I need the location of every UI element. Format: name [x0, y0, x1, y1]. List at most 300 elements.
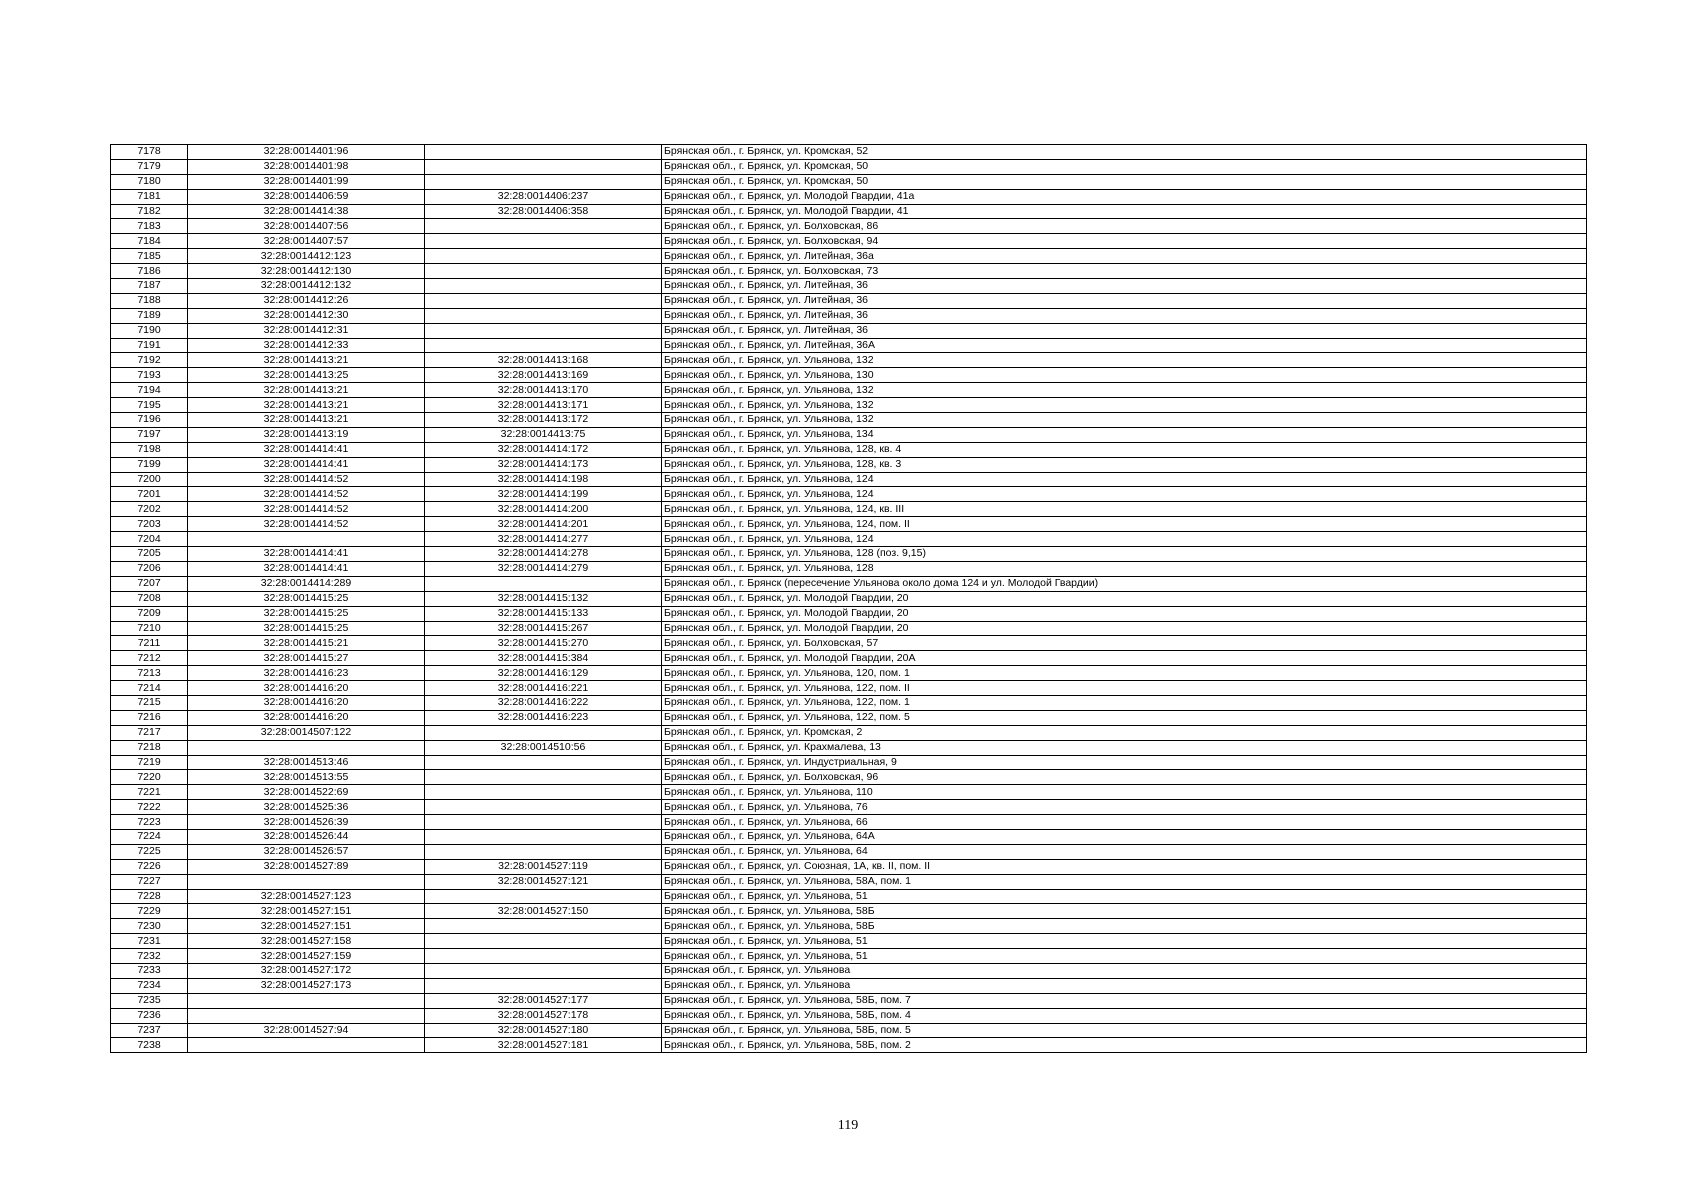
- address-cell: Брянская обл., г. Брянск, ул. Ульянова, 128: [662, 561, 1587, 576]
- building-cadastral-number-cell: 32:28:0014527:178: [425, 1008, 662, 1023]
- address-cell: Брянская обл., г. Брянск, ул. Литейная, 36: [662, 293, 1587, 308]
- land-cadastral-number-cell: 32:28:0014416:23: [188, 666, 425, 681]
- table-row: [111, 398, 1587, 413]
- building-cadastral-number-cell: [425, 785, 662, 800]
- land-cadastral-number-cell: [188, 874, 425, 889]
- table-row: [111, 993, 1587, 1008]
- address-cell: Брянская обл., г. Брянск, ул. Молодой Гвардии, 41: [662, 204, 1587, 219]
- land-cadastral-number-cell: 32:28:0014527:94: [188, 1023, 425, 1038]
- table-row: [111, 264, 1587, 279]
- building-cadastral-number-cell: 32:28:0014413:172: [425, 413, 662, 428]
- row-number-cell: 7218: [111, 740, 188, 755]
- land-cadastral-number-cell: 32:28:0014415:21: [188, 636, 425, 651]
- address-cell: Брянская обл., г. Брянск, ул. Молодой Гвардии, 20: [662, 591, 1587, 606]
- table-row: [111, 487, 1587, 502]
- building-cadastral-number-cell: 32:28:0014527:180: [425, 1023, 662, 1038]
- building-cadastral-number-cell: [425, 159, 662, 174]
- table-row: [111, 695, 1587, 710]
- table-row: [111, 279, 1587, 294]
- building-cadastral-number-cell: 32:28:0014527:121: [425, 874, 662, 889]
- row-number-cell: 7207: [111, 576, 188, 591]
- land-cadastral-number-cell: 32:28:0014416:20: [188, 710, 425, 725]
- land-cadastral-number-cell: 32:28:0014513:46: [188, 755, 425, 770]
- building-cadastral-number-cell: 32:28:0014527:177: [425, 993, 662, 1008]
- table-row: [111, 636, 1587, 651]
- address-cell: Брянская обл., г. Брянск, ул. Ульянова, 128, кв. 4: [662, 442, 1587, 457]
- address-cell: Брянская обл., г. Брянск, ул. Ульянова, 128, кв. 3: [662, 457, 1587, 472]
- land-cadastral-number-cell: 32:28:0014415:27: [188, 651, 425, 666]
- building-cadastral-number-cell: [425, 889, 662, 904]
- building-cadastral-number-cell: 32:28:0014527:181: [425, 1038, 662, 1053]
- land-cadastral-number-cell: 32:28:0014412:26: [188, 293, 425, 308]
- table-row: [111, 621, 1587, 636]
- land-cadastral-number-cell: 32:28:0014415:25: [188, 606, 425, 621]
- address-cell: Брянская обл., г. Брянск, ул. Ульянова, 51: [662, 889, 1587, 904]
- address-cell: Брянская обл., г. Брянск, ул. Ульянова: [662, 963, 1587, 978]
- row-number-cell: 7192: [111, 353, 188, 368]
- row-number-cell: 7203: [111, 517, 188, 532]
- table-row: [111, 517, 1587, 532]
- address-cell: Брянская обл., г. Брянск, ул. Болховская, 57: [662, 636, 1587, 651]
- building-cadastral-number-cell: 32:28:0014414:172: [425, 442, 662, 457]
- building-cadastral-number-cell: [425, 174, 662, 189]
- table-row: [111, 472, 1587, 487]
- address-cell: Брянская обл., г. Брянск, ул. Литейная, 36: [662, 279, 1587, 294]
- building-cadastral-number-cell: [425, 234, 662, 249]
- address-cell: Брянская обл., г. Брянск, ул. Ульянова, 122, пом. II: [662, 681, 1587, 696]
- address-cell: Брянская обл., г. Брянск, ул. Молодой Гвардии, 20: [662, 606, 1587, 621]
- table-row: [111, 427, 1587, 442]
- table-row: [111, 323, 1587, 338]
- land-cadastral-number-cell: 32:28:0014401:99: [188, 174, 425, 189]
- land-cadastral-number-cell: 32:28:0014415:25: [188, 591, 425, 606]
- table-row: [111, 1023, 1587, 1038]
- land-cadastral-number-cell: 32:28:0014527:123: [188, 889, 425, 904]
- row-number-cell: 7199: [111, 457, 188, 472]
- address-cell: Брянская обл., г. Брянск, ул. Ульянова, 132: [662, 353, 1587, 368]
- table-row: [111, 353, 1587, 368]
- table-row: [111, 293, 1587, 308]
- row-number-cell: 7187: [111, 279, 188, 294]
- address-cell: Брянская обл., г. Брянск, ул. Ульянова, 132: [662, 383, 1587, 398]
- land-cadastral-number-cell: 32:28:0014526:39: [188, 815, 425, 830]
- table-row: [111, 800, 1587, 815]
- table-row: [111, 308, 1587, 323]
- address-cell: Брянская обл., г. Брянск, ул. Литейная, 36: [662, 323, 1587, 338]
- address-cell: Брянская обл., г. Брянск, ул. Ульянова, 128 (поз. 9,15): [662, 547, 1587, 562]
- table-row: [111, 457, 1587, 472]
- land-cadastral-number-cell: 32:28:0014414:41: [188, 547, 425, 562]
- land-cadastral-number-cell: 32:28:0014526:57: [188, 844, 425, 859]
- table-row: [111, 413, 1587, 428]
- address-cell: Брянская обл., г. Брянск, ул. Кромская, 50: [662, 159, 1587, 174]
- land-cadastral-number-cell: 32:28:0014414:41: [188, 457, 425, 472]
- row-number-cell: 7201: [111, 487, 188, 502]
- row-number-cell: 7226: [111, 859, 188, 874]
- address-cell: Брянская обл., г. Брянск, ул. Ульянова, 64А: [662, 829, 1587, 844]
- row-number-cell: 7193: [111, 368, 188, 383]
- row-number-cell: 7215: [111, 695, 188, 710]
- land-cadastral-number-cell: 32:28:0014414:38: [188, 204, 425, 219]
- table-row: [111, 174, 1587, 189]
- address-cell: Брянская обл., г. Брянск, ул. Ульянова, 58Б, пом. 5: [662, 1023, 1587, 1038]
- address-cell: Брянская обл., г. Брянск, ул. Ульянова, 132: [662, 398, 1587, 413]
- address-cell: Брянская обл., г. Брянск, ул. Ульянова, 130: [662, 368, 1587, 383]
- building-cadastral-number-cell: 32:28:0014510:56: [425, 740, 662, 755]
- registry-table-body: [111, 145, 1587, 1053]
- table-row: [111, 1038, 1587, 1053]
- address-cell: Брянская обл., г. Брянск, ул. Болховская, 94: [662, 234, 1587, 249]
- table-row: [111, 249, 1587, 264]
- table-row: [111, 740, 1587, 755]
- land-cadastral-number-cell: 32:28:0014407:57: [188, 234, 425, 249]
- building-cadastral-number-cell: [425, 219, 662, 234]
- land-cadastral-number-cell: 32:28:0014527:173: [188, 978, 425, 993]
- row-number-cell: 7178: [111, 145, 188, 160]
- building-cadastral-number-cell: [425, 978, 662, 993]
- building-cadastral-number-cell: 32:28:0014415:133: [425, 606, 662, 621]
- address-cell: Брянская обл., г. Брянск, ул. Литейная, 36А: [662, 338, 1587, 353]
- land-cadastral-number-cell: 32:28:0014416:20: [188, 695, 425, 710]
- land-cadastral-number-cell: 32:28:0014526:44: [188, 829, 425, 844]
- table-row: [111, 859, 1587, 874]
- row-number-cell: 7190: [111, 323, 188, 338]
- land-cadastral-number-cell: 32:28:0014522:69: [188, 785, 425, 800]
- building-cadastral-number-cell: 32:28:0014414:201: [425, 517, 662, 532]
- registry-table: [110, 144, 1587, 1053]
- land-cadastral-number-cell: 32:28:0014412:130: [188, 264, 425, 279]
- address-cell: Брянская обл., г. Брянск, ул. Болховская, 73: [662, 264, 1587, 279]
- row-number-cell: 7183: [111, 219, 188, 234]
- land-cadastral-number-cell: 32:28:0014513:55: [188, 770, 425, 785]
- address-cell: Брянская обл., г. Брянск, ул. Ульянова, 122, пом. 1: [662, 695, 1587, 710]
- address-cell: Брянская обл., г. Брянск, ул. Ульянова, 122, пом. 5: [662, 710, 1587, 725]
- row-number-cell: 7180: [111, 174, 188, 189]
- land-cadastral-number-cell: [188, 1038, 425, 1053]
- building-cadastral-number-cell: [425, 934, 662, 949]
- row-number-cell: 7206: [111, 561, 188, 576]
- building-cadastral-number-cell: 32:28:0014527:150: [425, 904, 662, 919]
- address-cell: Брянская обл., г. Брянск, ул. Ульянова, 76: [662, 800, 1587, 815]
- table-row: [111, 725, 1587, 740]
- building-cadastral-number-cell: 32:28:0014406:358: [425, 204, 662, 219]
- table-row: [111, 219, 1587, 234]
- row-number-cell: 7234: [111, 978, 188, 993]
- building-cadastral-number-cell: 32:28:0014414:199: [425, 487, 662, 502]
- table-row: [111, 189, 1587, 204]
- row-number-cell: 7205: [111, 547, 188, 562]
- address-cell: Брянская обл., г. Брянск, ул. Союзная, 1А, кв. II, пом. II: [662, 859, 1587, 874]
- row-number-cell: 7228: [111, 889, 188, 904]
- table-row: [111, 159, 1587, 174]
- row-number-cell: 7188: [111, 293, 188, 308]
- building-cadastral-number-cell: 32:28:0014414:277: [425, 532, 662, 547]
- table-row: [111, 963, 1587, 978]
- row-number-cell: 7238: [111, 1038, 188, 1053]
- building-cadastral-number-cell: 32:28:0014414:200: [425, 502, 662, 517]
- row-number-cell: 7235: [111, 993, 188, 1008]
- building-cadastral-number-cell: 32:28:0014415:270: [425, 636, 662, 651]
- land-cadastral-number-cell: 32:28:0014527:158: [188, 934, 425, 949]
- table-row: [111, 651, 1587, 666]
- address-cell: Брянская обл., г. Брянск, ул. Ульянова, 124: [662, 472, 1587, 487]
- row-number-cell: 7208: [111, 591, 188, 606]
- land-cadastral-number-cell: 32:28:0014412:132: [188, 279, 425, 294]
- row-number-cell: 7223: [111, 815, 188, 830]
- address-cell: Брянская обл., г. Брянск, ул. Ульянова, 58Б: [662, 904, 1587, 919]
- land-cadastral-number-cell: 32:28:0014507:122: [188, 725, 425, 740]
- building-cadastral-number-cell: [425, 963, 662, 978]
- land-cadastral-number-cell: [188, 532, 425, 547]
- row-number-cell: 7195: [111, 398, 188, 413]
- building-cadastral-number-cell: [425, 308, 662, 323]
- table-row: [111, 785, 1587, 800]
- address-cell: Брянская обл., г. Брянск, ул. Ульянова, 58Б, пом. 4: [662, 1008, 1587, 1023]
- row-number-cell: 7198: [111, 442, 188, 457]
- building-cadastral-number-cell: 32:28:0014416:222: [425, 695, 662, 710]
- land-cadastral-number-cell: 32:28:0014414:52: [188, 487, 425, 502]
- row-number-cell: 7232: [111, 949, 188, 964]
- row-number-cell: 7212: [111, 651, 188, 666]
- land-cadastral-number-cell: 32:28:0014413:21: [188, 413, 425, 428]
- row-number-cell: 7227: [111, 874, 188, 889]
- building-cadastral-number-cell: 32:28:0014414:279: [425, 561, 662, 576]
- address-cell: Брянская обл., г. Брянск, ул. Ульянова, 66: [662, 815, 1587, 830]
- row-number-cell: 7216: [111, 710, 188, 725]
- row-number-cell: 7231: [111, 934, 188, 949]
- row-number-cell: 7229: [111, 904, 188, 919]
- building-cadastral-number-cell: [425, 844, 662, 859]
- table-row: [111, 338, 1587, 353]
- address-cell: Брянская обл., г. Брянск, ул. Ульянова, 134: [662, 427, 1587, 442]
- table-row: [111, 919, 1587, 934]
- building-cadastral-number-cell: [425, 576, 662, 591]
- address-cell: Брянская обл., г. Брянск, ул. Ульянова, 124, кв. III: [662, 502, 1587, 517]
- row-number-cell: 7217: [111, 725, 188, 740]
- address-cell: Брянская обл., г. Брянск, ул. Ульянова, 124, пом. II: [662, 517, 1587, 532]
- building-cadastral-number-cell: 32:28:0014415:267: [425, 621, 662, 636]
- land-cadastral-number-cell: 32:28:0014401:98: [188, 159, 425, 174]
- table-row: [111, 904, 1587, 919]
- table-row: [111, 934, 1587, 949]
- table-row: [111, 547, 1587, 562]
- land-cadastral-number-cell: 32:28:0014412:123: [188, 249, 425, 264]
- row-number-cell: 7200: [111, 472, 188, 487]
- row-number-cell: 7213: [111, 666, 188, 681]
- row-number-cell: 7209: [111, 606, 188, 621]
- address-cell: Брянская обл., г. Брянск, ул. Ульянова, 58Б: [662, 919, 1587, 934]
- table-row: [111, 815, 1587, 830]
- table-row: [111, 561, 1587, 576]
- land-cadastral-number-cell: 32:28:0014412:33: [188, 338, 425, 353]
- address-cell: Брянская обл., г. Брянск, ул. Ульянова, 110: [662, 785, 1587, 800]
- row-number-cell: 7189: [111, 308, 188, 323]
- land-cadastral-number-cell: 32:28:0014414:289: [188, 576, 425, 591]
- land-cadastral-number-cell: 32:28:0014414:41: [188, 561, 425, 576]
- table-row: [111, 383, 1587, 398]
- table-row: [111, 710, 1587, 725]
- address-cell: Брянская обл., г. Брянск, ул. Кромская, 52: [662, 145, 1587, 160]
- address-cell: Брянская обл., г. Брянск, ул. Болховская, 86: [662, 219, 1587, 234]
- address-cell: Брянская обл., г. Брянск, ул. Индустриальная, 9: [662, 755, 1587, 770]
- building-cadastral-number-cell: [425, 249, 662, 264]
- address-cell: Брянская обл., г. Брянск, ул. Литейная, 36: [662, 308, 1587, 323]
- table-row: [111, 368, 1587, 383]
- table-row: [111, 978, 1587, 993]
- address-cell: Брянская обл., г. Брянск, ул. Литейная, 36а: [662, 249, 1587, 264]
- table-row: [111, 576, 1587, 591]
- land-cadastral-number-cell: 32:28:0014401:96: [188, 145, 425, 160]
- land-cadastral-number-cell: 32:28:0014406:59: [188, 189, 425, 204]
- address-cell: Брянская обл., г. Брянск, ул. Ульянова, 64: [662, 844, 1587, 859]
- land-cadastral-number-cell: 32:28:0014416:20: [188, 681, 425, 696]
- row-number-cell: 7181: [111, 189, 188, 204]
- row-number-cell: 7204: [111, 532, 188, 547]
- building-cadastral-number-cell: [425, 323, 662, 338]
- building-cadastral-number-cell: [425, 279, 662, 294]
- row-number-cell: 7182: [111, 204, 188, 219]
- row-number-cell: 7233: [111, 963, 188, 978]
- building-cadastral-number-cell: [425, 800, 662, 815]
- building-cadastral-number-cell: 32:28:0014413:75: [425, 427, 662, 442]
- address-cell: Брянская обл., г. Брянск, ул. Ульянова, 120, пом. 1: [662, 666, 1587, 681]
- table-row: [111, 234, 1587, 249]
- row-number-cell: 7194: [111, 383, 188, 398]
- building-cadastral-number-cell: [425, 725, 662, 740]
- table-row: [111, 889, 1587, 904]
- land-cadastral-number-cell: 32:28:0014412:31: [188, 323, 425, 338]
- row-number-cell: 7225: [111, 844, 188, 859]
- row-number-cell: 7196: [111, 413, 188, 428]
- row-number-cell: 7210: [111, 621, 188, 636]
- row-number-cell: 7237: [111, 1023, 188, 1038]
- land-cadastral-number-cell: [188, 993, 425, 1008]
- building-cadastral-number-cell: [425, 755, 662, 770]
- address-cell: Брянская обл., г. Брянск, ул. Молодой Гвардии, 41а: [662, 189, 1587, 204]
- address-cell: Брянская обл., г. Брянск, ул. Ульянова, 58А, пом. 1: [662, 874, 1587, 889]
- address-cell: Брянская обл., г. Брянск, ул. Молодой Гвардии, 20: [662, 621, 1587, 636]
- land-cadastral-number-cell: 32:28:0014413:19: [188, 427, 425, 442]
- building-cadastral-number-cell: 32:28:0014413:170: [425, 383, 662, 398]
- land-cadastral-number-cell: [188, 1008, 425, 1023]
- address-cell: Брянская обл., г. Брянск, ул. Ульянова, 51: [662, 934, 1587, 949]
- land-cadastral-number-cell: 32:28:0014413:21: [188, 398, 425, 413]
- building-cadastral-number-cell: 32:28:0014413:168: [425, 353, 662, 368]
- address-cell: Брянская обл., г. Брянск, ул. Молодой Гвардии, 20А: [662, 651, 1587, 666]
- address-cell: Брянская обл., г. Брянск, ул. Кромская, 2: [662, 725, 1587, 740]
- land-cadastral-number-cell: 32:28:0014414:41: [188, 442, 425, 457]
- row-number-cell: 7220: [111, 770, 188, 785]
- building-cadastral-number-cell: [425, 770, 662, 785]
- building-cadastral-number-cell: 32:28:0014415:384: [425, 651, 662, 666]
- page-number: 119: [837, 1118, 859, 1133]
- table-row: [111, 442, 1587, 457]
- address-cell: Брянская обл., г. Брянск, ул. Ульянова, 58Б, пом. 2: [662, 1038, 1587, 1053]
- address-cell: Брянская обл., г. Брянск (пересечение Ульянова около дома 124 и ул. Молодой Гвардии): [662, 576, 1587, 591]
- land-cadastral-number-cell: 32:28:0014407:56: [188, 219, 425, 234]
- row-number-cell: 7179: [111, 159, 188, 174]
- building-cadastral-number-cell: 32:28:0014416:129: [425, 666, 662, 681]
- row-number-cell: 7214: [111, 681, 188, 696]
- row-number-cell: 7224: [111, 829, 188, 844]
- address-cell: Брянская обл., г. Брянск, ул. Ульянова, 51: [662, 949, 1587, 964]
- table-row: [111, 770, 1587, 785]
- land-cadastral-number-cell: 32:28:0014413:21: [188, 383, 425, 398]
- row-number-cell: 7219: [111, 755, 188, 770]
- land-cadastral-number-cell: 32:28:0014413:25: [188, 368, 425, 383]
- land-cadastral-number-cell: 32:28:0014415:25: [188, 621, 425, 636]
- land-cadastral-number-cell: 32:28:0014527:89: [188, 859, 425, 874]
- address-cell: Брянская обл., г. Брянск, ул. Ульянова, 124: [662, 532, 1587, 547]
- building-cadastral-number-cell: [425, 264, 662, 279]
- table-row: [111, 755, 1587, 770]
- building-cadastral-number-cell: [425, 815, 662, 830]
- table-row: [111, 204, 1587, 219]
- address-cell: Брянская обл., г. Брянск, ул. Ульянова, 58Б, пом. 7: [662, 993, 1587, 1008]
- address-cell: Брянская обл., г. Брянск, ул. Ульянова, 124: [662, 487, 1587, 502]
- land-cadastral-number-cell: 32:28:0014527:151: [188, 919, 425, 934]
- table-row: [111, 502, 1587, 517]
- building-cadastral-number-cell: [425, 919, 662, 934]
- building-cadastral-number-cell: 32:28:0014406:237: [425, 189, 662, 204]
- address-cell: Брянская обл., г. Брянск, ул. Ульянова, 132: [662, 413, 1587, 428]
- row-number-cell: 7197: [111, 427, 188, 442]
- building-cadastral-number-cell: [425, 949, 662, 964]
- row-number-cell: 7191: [111, 338, 188, 353]
- land-cadastral-number-cell: 32:28:0014414:52: [188, 502, 425, 517]
- land-cadastral-number-cell: 32:28:0014413:21: [188, 353, 425, 368]
- table-row: [111, 591, 1587, 606]
- table-row: [111, 844, 1587, 859]
- building-cadastral-number-cell: 32:28:0014414:278: [425, 547, 662, 562]
- land-cadastral-number-cell: 32:28:0014412:30: [188, 308, 425, 323]
- table-row: [111, 874, 1587, 889]
- table-row: [111, 606, 1587, 621]
- land-cadastral-number-cell: 32:28:0014527:151: [188, 904, 425, 919]
- row-number-cell: 7184: [111, 234, 188, 249]
- row-number-cell: 7222: [111, 800, 188, 815]
- land-cadastral-number-cell: [188, 740, 425, 755]
- building-cadastral-number-cell: 32:28:0014416:221: [425, 681, 662, 696]
- building-cadastral-number-cell: 32:28:0014413:171: [425, 398, 662, 413]
- row-number-cell: 7230: [111, 919, 188, 934]
- building-cadastral-number-cell: 32:28:0014415:132: [425, 591, 662, 606]
- address-cell: Брянская обл., г. Брянск, ул. Ульянова: [662, 978, 1587, 993]
- row-number-cell: 7185: [111, 249, 188, 264]
- building-cadastral-number-cell: 32:28:0014414:173: [425, 457, 662, 472]
- row-number-cell: 7236: [111, 1008, 188, 1023]
- table-row: [111, 1008, 1587, 1023]
- row-number-cell: 7211: [111, 636, 188, 651]
- land-cadastral-number-cell: 32:28:0014414:52: [188, 517, 425, 532]
- table-row: [111, 681, 1587, 696]
- building-cadastral-number-cell: [425, 145, 662, 160]
- row-number-cell: 7186: [111, 264, 188, 279]
- table-row: [111, 949, 1587, 964]
- land-cadastral-number-cell: 32:28:0014527:172: [188, 963, 425, 978]
- address-cell: Брянская обл., г. Брянск, ул. Болховская, 96: [662, 770, 1587, 785]
- land-cadastral-number-cell: 32:28:0014414:52: [188, 472, 425, 487]
- table-row: [111, 666, 1587, 681]
- building-cadastral-number-cell: [425, 829, 662, 844]
- land-cadastral-number-cell: 32:28:0014525:36: [188, 800, 425, 815]
- building-cadastral-number-cell: [425, 293, 662, 308]
- address-cell: Брянская обл., г. Брянск, ул. Крахмалева, 13: [662, 740, 1587, 755]
- building-cadastral-number-cell: 32:28:0014414:198: [425, 472, 662, 487]
- row-number-cell: 7221: [111, 785, 188, 800]
- building-cadastral-number-cell: 32:28:0014416:223: [425, 710, 662, 725]
- land-cadastral-number-cell: 32:28:0014527:159: [188, 949, 425, 964]
